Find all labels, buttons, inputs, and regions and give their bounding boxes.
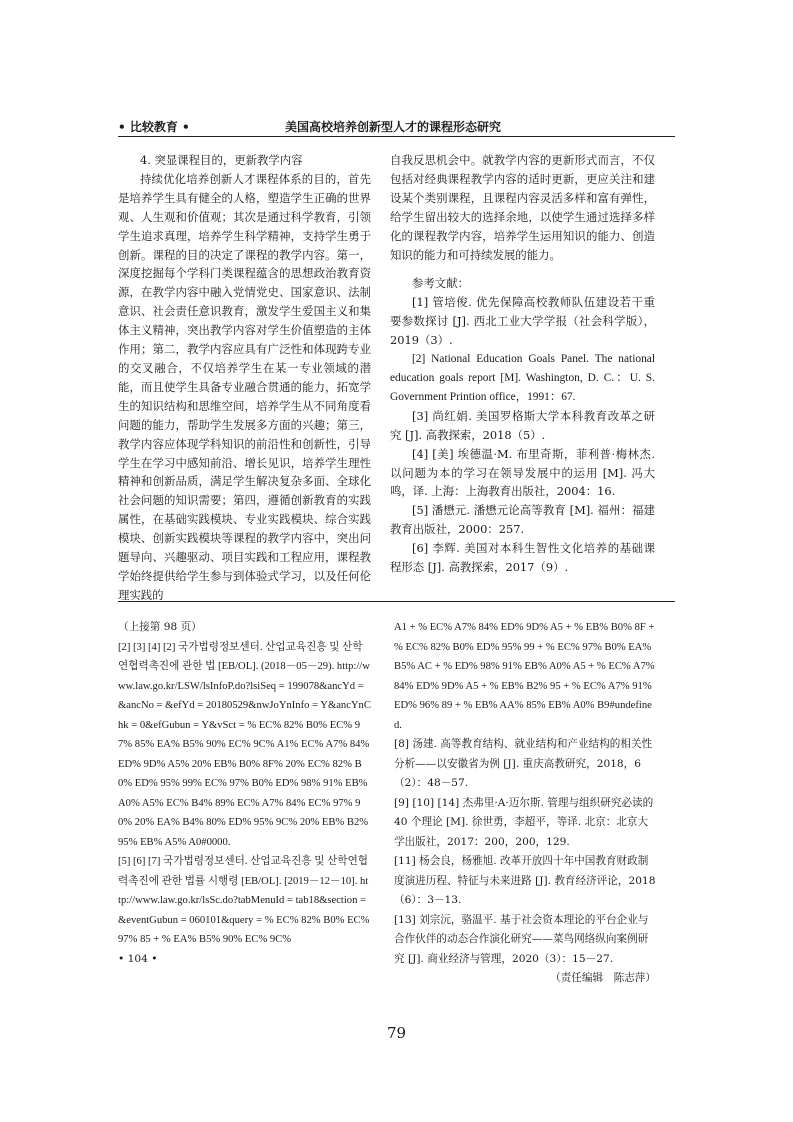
- continued-note: [11] 杨会良，杨雅旭. 改革开放四十年中国教育财政制度演进历程、特征与未来进路 [J]. 教育经济评论，2018（6）：3－13.: [394, 855, 656, 906]
- reference-item: [2] National Education Goals Panel. The national education goals report [M]. Washington, D. C.：U. S. Government Printion office，1991：67.: [390, 353, 655, 403]
- continued-note: [13] 刘宗沅，骆温平. 基于社会资本理论的平台企业与合作伙伴的动态合作演化研究——菜鸟网络纵向案例研究 [J]. 商业经济与管理，2020（3）：15－27.: [394, 913, 649, 965]
- continued-note: [5] [6] [7] 국가법령정보센터. 산업교육진흥 및 산학연협력촉진에 관한 법률 시행령 [EB/OL]. [2019－12－10]. http://www.law.go.kr/lsSc.do?tabMenuId = tab18&section = &eventGubun = 060101&query = % EC% 82% B0% EC% 97% 85 + % EA% B5% 90% EC% 9C%: [118, 856, 370, 945]
- reference-item: [3] 尚红娟. 美国罗格斯大学本科教育改革之研究 [J]. 高教探索，2018（5）.: [390, 408, 655, 442]
- body-paragraph-continued: 自我反思机会中。就教学内容的更新形式而言，不仅包括对经典课程教学内容的适时更新，更应关注和建设某个类别课程，且课程内容灵活多样和富有弹性，给学生留出较大的选择余地，以使学生通过选择多样化的课程教学内容，培养学生运用知识的能力、创造知识的能力和可持续发展的能力。: [390, 153, 655, 262]
- section-divider: [118, 601, 675, 602]
- header-rule: [118, 136, 675, 137]
- continued-label: （上接第 98 页）: [118, 621, 202, 633]
- responsible-editor: （责任编辑 陈志萍）: [550, 972, 656, 984]
- reference-item: [1] 管培俊. 优先保障高校教师队伍建设若干重要参数探讨 [J]. 西北工业大学学报（社会科学版），2019（3）.: [390, 295, 655, 348]
- continued-note: [8] 汤建. 高等教育结构、就业结构和产业结构的相关性分析——以安徽省为例 [J]. 重庆高教研究，2018，6（2）：48－57.: [394, 738, 653, 789]
- continued-right-column: [394, 618, 656, 989]
- body-left-column: [118, 151, 371, 605]
- continued-left-column: [118, 618, 371, 969]
- reference-item: [4] [美] 埃德温·M. 布里奇斯，菲利普·梅林杰. 以问题为本的学习在领导发展中的运用 [M]. 冯大鸣，译. 上海：上海教育出版社，2004：16.: [390, 446, 655, 499]
- other-page-number: • 104 •: [118, 952, 158, 965]
- continued-note: [2] [3] [4] [2] 국가법령정보센터. 산업교육진흥 및 산학연협력촉진에 관한 법 [EB/OL]. (2018－05－29). http://www.law.go.kr/LSW/lsInfoP.do?lsiSeq = 199078&ancYd = &ancNo = &efYd = 20180529&nwJoYnInfo = Y&ancYnChk = 0&efGubun = Y&vSct = % EC% 82% B0% EC% 97% 85% EA% B5% 90% EC% 9C% A1% EC% A7% 84% ED% 9D% A5% 20% EB% B0% 8F% 20% EC% 82% B0% ED% 95% 99% EC% 97% B0% ED% 98% 91% EB% A0% A5% EC% B4% 89% EC% A7% 84% EC% 97% 90% 20% EA% B4% 80% ED% 95% 9C% 20% EB% B2% 95% EB% A5% A0#0000.: [118, 641, 371, 848]
- section-heading: 4. 突显课程目的，更新教学内容: [140, 153, 303, 167]
- body-right-column: [390, 151, 655, 577]
- body-paragraph: 持续优化培养创新人才课程体系的目的，首先是培养学生具有健全的人格，塑造学生正确的世界观、人生观和价值观；其次是通过科学教育，引领学生追求真理，培养学生科学精神，支持学生勇于创新。课程的目的决定了课程的教学内容。第一，深度挖掘每个学科门类课程蕴含的思想政治教育资源，在教学内容中融入党情党史、国家意识、法制意识、社会责任意识教育，激发学生爱国主义和集体主义精神，突出教学内容对学生价值塑造的主体作用；第二，教学内容应具有广泛性和体现跨专业的交叉融合，不仅培养学生在某一专业领域的潜能，而且使学生具备专业融合贯通的能力，拓宽学生的知识结构和思维空间，培养学生从不同角度看问题的能力，帮助学生发展多方面的兴趣；第三，教学内容应体现学科知识的前沿性和创新性，引导学生在学习中感知前沿、增长见识，培养学生理性精神和创新品质，满足学生解决复杂多面、全球化社会问题的知识需要；第四，遵循创新教育的实践属性，在基础实践模块、专业实践模块、综合实践模块、创新实践模块等课程的教学内容中，突出问题导向、兴趣驱动、项目实践和工程应用，课程教学始终提供给学生参与到体验式学习，以及任何伦理实践的: [118, 171, 371, 602]
- page-number: 79: [386, 1024, 407, 1042]
- reference-item: [5] 潘懋元. 潘懋元论高等教育 [M]. 福州：福建教育出版社，2000：257.: [390, 503, 655, 537]
- references-heading: 参考文献：: [412, 276, 469, 291]
- running-title: 美国高校培养创新型人才的课程形态研究: [285, 120, 502, 134]
- journal-section-label: • 比较教育 •: [118, 120, 190, 134]
- continued-note: [9] [10] [14] 杰弗里·A·迈尔斯. 管理与组织研究必读的 40 个理论 [M]. 徐世勇，李超平，等译. 北京：北京大学出版社，2017：200，200，129.: [394, 796, 654, 848]
- continued-note: A1 + % EC% A7% 84% ED% 9D% A5 + % EB% B0% 8F + % EC% 82% B0% ED% 95% 99 + % EC% 97% B0% EA% B5% AC + % ED% 98% 91% EB% A0% A5 + % EC% A7% 84% ED% 9D% A5 + % EB% B2% 95 + % EC% A7% 91% ED% 96% 89 + % EB% AA% 85% EB% A0% B9#undefined.: [394, 622, 655, 731]
- reference-item: [6] 李辉. 美国对本科生智性文化培养的基础课程形态 [J]. 高教探索，2017（9）.: [390, 541, 655, 575]
